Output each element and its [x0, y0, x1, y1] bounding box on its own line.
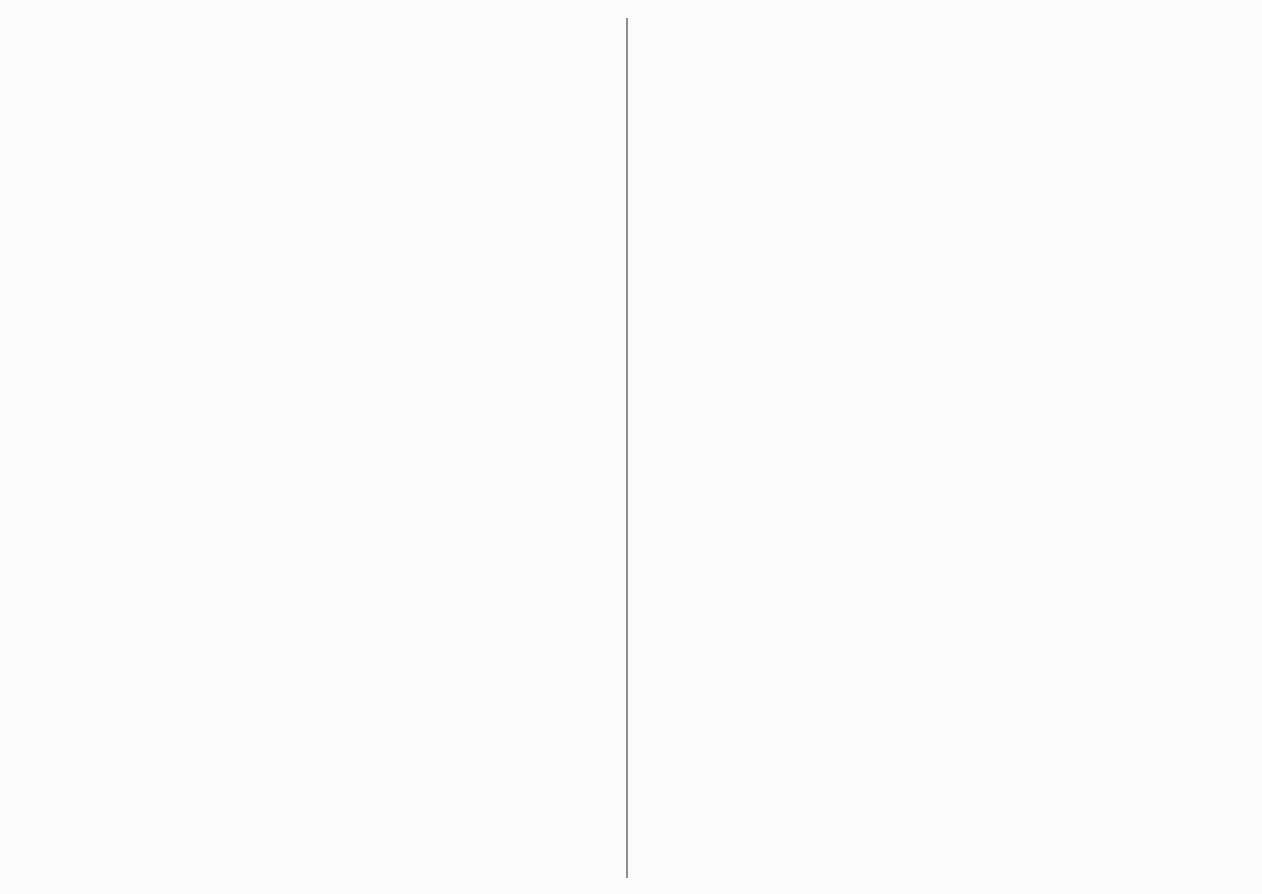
left-page: [0, 0, 628, 894]
left-page-text: [66, 50, 566, 790]
normal-distribution-figure: [757, 196, 1197, 661]
